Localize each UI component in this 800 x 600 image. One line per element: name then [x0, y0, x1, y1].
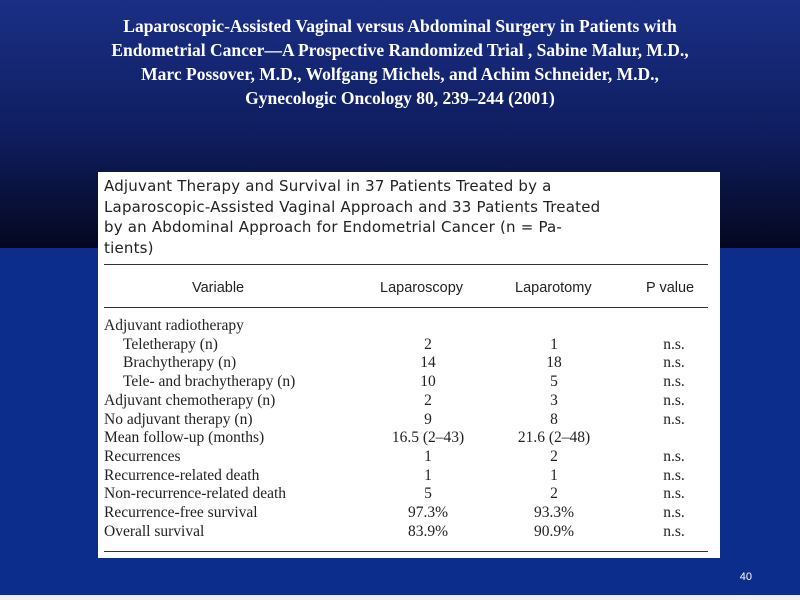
- slide-title: [20, 14, 780, 110]
- cell-variable: Tele- and brachytherapy (n): [123, 373, 296, 391]
- table-image-panel: [98, 172, 720, 558]
- cell-variable: Teletherapy (n): [123, 335, 218, 353]
- cell-variable: No adjuvant therapy (n): [104, 410, 253, 428]
- cell-laparoscopy: 97.3%: [407, 504, 449, 521]
- title-line: Laparoscopic-Assisted Vaginal versus Abdominal Surgery in Patients with: [123, 16, 677, 36]
- cell-p-value: n.s.: [663, 410, 685, 428]
- page-number: 40: [739, 571, 752, 583]
- cell-laparotomy: 21.6 (2–48): [517, 429, 591, 447]
- cell-laparotomy: 2: [550, 485, 558, 503]
- cell-laparotomy: 3: [550, 391, 558, 409]
- cell-variable: Overall survival: [104, 522, 205, 540]
- table-row: [104, 373, 708, 392]
- table-row: [104, 523, 708, 542]
- table-caption: [104, 176, 714, 258]
- cell-laparotomy: 1: [550, 466, 558, 484]
- cell-laparoscopy: 2: [424, 391, 432, 409]
- cell-laparotomy: 1: [550, 335, 558, 353]
- header-laparotomy: Laparotomy: [515, 280, 592, 296]
- cell-variable: Adjuvant chemotherapy (n): [104, 391, 276, 409]
- cell-p-value: n.s.: [663, 391, 685, 409]
- caption-line: tients): [104, 238, 154, 257]
- caption-line: Adjuvant Therapy and Survival in 37 Patients Treated by a: [104, 177, 552, 195]
- table-row: [104, 392, 708, 411]
- cell-variable: Adjuvant radiotherapy: [104, 317, 244, 334]
- title-line: Marc Possover, M.D., Wolfgang Michels, and Achim Schneider, M.D.,: [141, 64, 659, 84]
- cell-laparoscopy: 9: [424, 410, 432, 428]
- cell-laparotomy: 5: [550, 373, 558, 391]
- table-row: [104, 504, 708, 523]
- cell-p-value: n.s.: [663, 373, 685, 391]
- table-row: [104, 429, 708, 448]
- cell-laparoscopy: 1: [424, 466, 432, 484]
- table-header-rule: [104, 307, 708, 308]
- cell-variable: Non-recurrence-related death: [104, 485, 287, 503]
- table-row: [104, 354, 708, 373]
- cell-laparoscopy: 10: [420, 373, 436, 391]
- cell-variable: Brachytherapy (n): [123, 354, 237, 372]
- table-row: [104, 336, 708, 355]
- table-bottom-rule: [104, 551, 708, 552]
- caption-line: by an Abdominal Approach for Endometrial Cancer (n = Pa-: [104, 218, 563, 236]
- title-line: Gynecologic Oncology 80, 239–244 (2001): [245, 88, 555, 108]
- cell-p-value: n.s.: [663, 504, 685, 521]
- header-laparoscopy: Laparoscopy: [380, 280, 464, 296]
- cell-laparotomy: 93.3%: [533, 504, 575, 521]
- header-variable: Variable: [192, 280, 245, 296]
- cell-variable: Recurrences: [104, 447, 181, 465]
- cell-laparoscopy: 16.5 (2–43): [391, 429, 465, 447]
- header-p-value: P value: [646, 280, 695, 296]
- cell-laparotomy: 8: [550, 410, 558, 428]
- cell-variable: Mean follow-up (months): [104, 429, 265, 447]
- cell-p-value: n.s.: [663, 335, 685, 353]
- cell-laparotomy: 90.9%: [533, 522, 575, 540]
- caption-line: Laparoscopic-Assisted Vaginal Approach and 33 Patients Treated: [104, 197, 601, 216]
- cell-laparoscopy: 1: [424, 447, 432, 465]
- cell-p-value: n.s.: [663, 466, 685, 484]
- table-row: [104, 467, 708, 486]
- table-row: [104, 448, 708, 467]
- title-line: Endometrial Cancer—A Prospective Randomized Trial , Sabine Malur, M.D.,: [111, 40, 689, 60]
- cell-p-value: n.s.: [663, 485, 685, 503]
- table-row: [104, 317, 708, 336]
- cell-laparoscopy: 14: [420, 354, 436, 372]
- cell-p-value: n.s.: [663, 522, 685, 540]
- table-top-rule: [104, 264, 708, 265]
- cell-laparoscopy: 5: [424, 485, 432, 503]
- cell-p-value: n.s.: [663, 447, 685, 465]
- cell-laparotomy: 2: [550, 447, 558, 465]
- table-row: [104, 411, 708, 430]
- cell-laparoscopy: 2: [424, 335, 432, 353]
- cell-p-value: n.s.: [663, 354, 685, 372]
- cell-laparotomy: 18: [546, 354, 562, 372]
- cell-variable: Recurrence-free survival: [104, 504, 258, 521]
- slide-bottom-border: [0, 595, 800, 600]
- table-row: [104, 485, 708, 504]
- cell-laparoscopy: 83.9%: [407, 522, 449, 540]
- cell-variable: Recurrence-related death: [104, 466, 260, 484]
